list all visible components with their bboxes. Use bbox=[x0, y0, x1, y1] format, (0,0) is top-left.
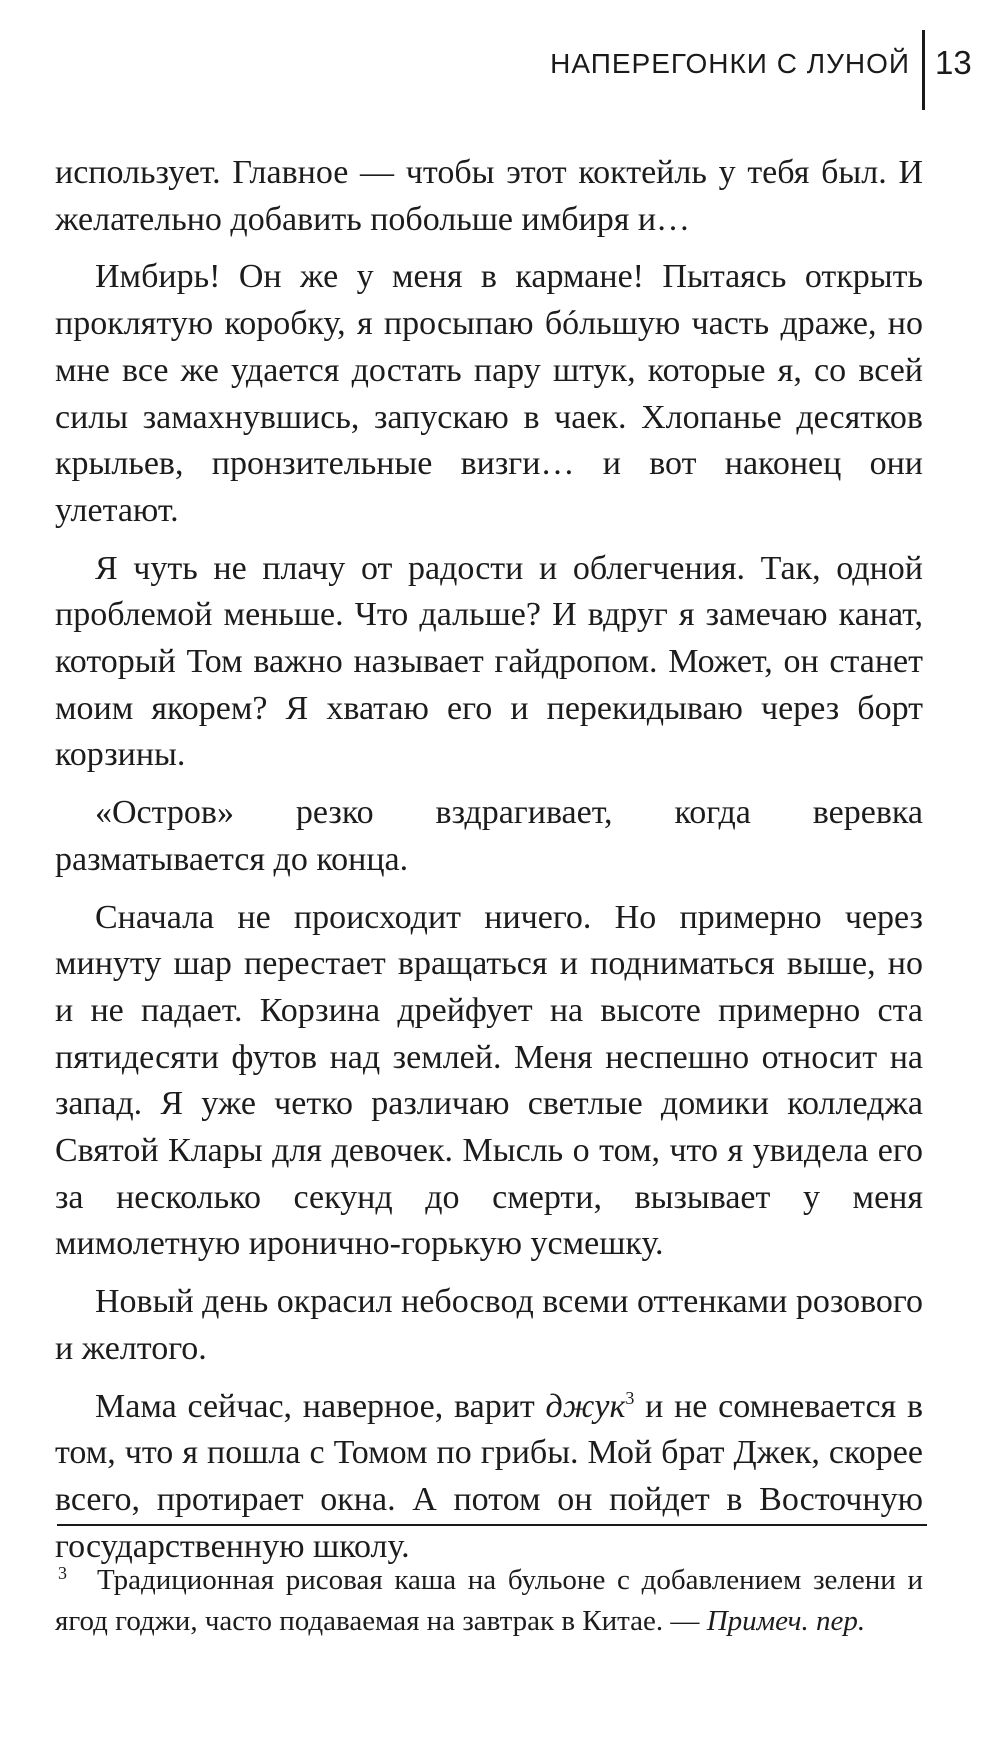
footnote-divider bbox=[57, 1524, 927, 1526]
footnote-reference[interactable]: 3 bbox=[625, 1387, 635, 1408]
footnote-text: Традиционная рисовая каша на бульоне с добавлением зелени и ягод годжи, часто подаваемая на завтрак в Китае. — bbox=[55, 1564, 923, 1637]
paragraph bbox=[55, 1384, 923, 1571]
footnote-attribution: Примеч. пер. bbox=[706, 1605, 866, 1637]
paragraph: использует. Главное — чтобы этот коктейль у тебя был. И желательно добавить побольше имбиря и… bbox=[55, 154, 923, 238]
paragraph: Новый день окрасил небосвод всеми оттенками розового и желтого. bbox=[55, 1283, 923, 1367]
paragraph: Я чуть не плачу от радости и облегчения. Так, одной проблемой меньше. Что дальше? И вдруг я замечаю канат, который Том важно называет гайдропом. Может, он станет моим якорем? Я хватаю его и перекидываю через борт корзины. bbox=[55, 549, 923, 774]
paragraph-text: Мама сейчас, наверное, варит bbox=[95, 1387, 546, 1425]
paragraph: Имбирь! Он же у меня в кармане! Пытаясь открыть проклятую коробку, я просыпаю бóльшую часть драже, но мне все же удается достать пару штук, которые я, со всей силы замахнувшись, запускаю в чаек. Хлопанье десятков крыльев, пронзительные визги… и вот наконец они улетают. bbox=[55, 258, 923, 529]
footnote-number: 3 bbox=[58, 1563, 67, 1583]
paragraph: «Остров» резко вздрагивает, когда веревка разматывается до конца. bbox=[55, 794, 923, 878]
body-text bbox=[55, 150, 923, 1581]
page-header bbox=[0, 30, 1000, 110]
footnote-term: джук bbox=[545, 1387, 626, 1425]
header-divider bbox=[922, 30, 925, 110]
paragraph-text: и не сомневается в том, что я пошла с Томом по грибы. Мой брат Джек, скорее всего, протирает окна. А потом он пойдет в Восточную государственную школу. bbox=[55, 1387, 923, 1565]
footnote bbox=[55, 1560, 923, 1642]
page-number: 13 bbox=[935, 44, 972, 81]
running-title: НАПЕРЕГОНКИ С ЛУНОЙ bbox=[550, 48, 910, 79]
paragraph: Сначала не происходит ничего. Но примерно через минуту шар перестает вращаться и подниматься выше, но и не падает. Корзина дрейфует на высоте примерно ста пятидесяти футов над землей. Меня неспешно относит на запад. Я уже четко различаю светлые домики колледжа Святой Клары для девочек. Мысль о том, что я увидела его за несколько секунд до смерти, вызывает у меня мимолетную иронично-горькую усмешку. bbox=[55, 898, 923, 1263]
